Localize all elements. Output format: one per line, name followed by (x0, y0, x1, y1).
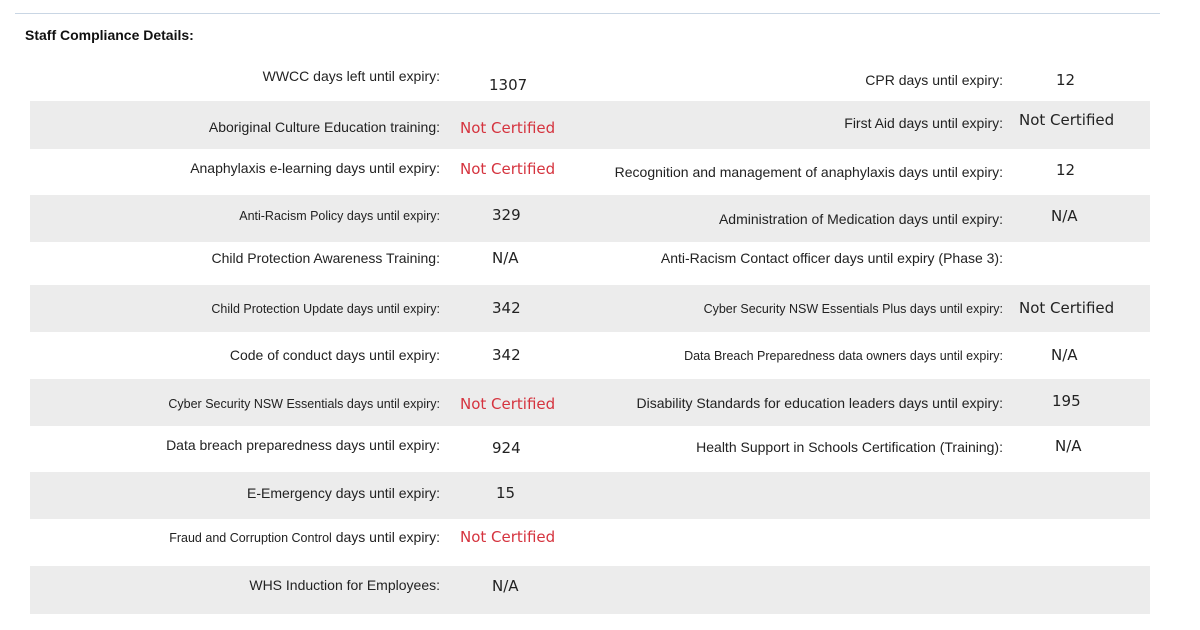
aboriginal-culture-label: Aboriginal Culture Education training: (208, 119, 440, 135)
table-row (30, 472, 1150, 519)
administration-medication-value: N/A (1051, 207, 1078, 225)
data-breach-preparedness-label: Data breach preparedness days until expiry: (166, 437, 440, 453)
compliance-table (30, 55, 1150, 614)
cyber-security-essentials-label: Cyber Security NSW Essentials days until expiry: (168, 397, 440, 411)
anaphylaxis-elearning-label: Anaphylaxis e-learning days until expiry: (190, 160, 440, 176)
code-of-conduct-label: Code of conduct days until expiry: (229, 347, 440, 363)
health-support-value: N/A (1055, 437, 1082, 455)
first-aid-value: Not Certified (1019, 111, 1115, 129)
fraud-corruption-value: Not Certified (460, 528, 556, 546)
fraud-corruption-label-small: Fraud and Corruption Control (169, 531, 332, 545)
aboriginal-culture-value: Not Certified (460, 119, 556, 137)
table-row (30, 55, 1150, 101)
table-row (30, 195, 1150, 242)
table-row (30, 379, 1150, 426)
administration-medication-label: Administration of Medication days until expiry: (718, 211, 1003, 227)
child-protection-update-label: Child Protection Update days until expiry: (211, 302, 440, 316)
disability-standards-value: 195 (1052, 392, 1081, 410)
whs-induction-label: WHS Induction for Employees: (249, 577, 440, 593)
disability-standards-label: Disability Standards for education leaders days until expiry: (636, 395, 1003, 411)
fraud-corruption-label (30, 529, 440, 546)
code-of-conduct-value: 342 (492, 346, 521, 364)
cpr-label: CPR days until expiry: (865, 72, 1003, 88)
data-breach-preparedness-value: 924 (492, 439, 521, 457)
child-protection-update-value: 342 (492, 299, 521, 317)
first-aid-label: First Aid days until expiry: (844, 115, 1003, 131)
anti-racism-contact-label: Anti-Racism Contact officer days until expiry (Phase 3): (660, 250, 1003, 266)
e-emergency-label: E-Emergency days until expiry: (247, 485, 440, 501)
top-divider (15, 13, 1160, 14)
section-title: Staff Compliance Details: (25, 27, 194, 43)
cyber-security-plus-value: Not Certified (1019, 299, 1115, 317)
table-row (30, 242, 1150, 285)
data-breach-owners-value: N/A (1051, 346, 1078, 364)
wwcc-label: WWCC days left until expiry: (262, 68, 440, 84)
table-row (30, 149, 1150, 195)
anaphylaxis-management-value: 12 (1056, 161, 1076, 179)
table-row (30, 519, 1150, 566)
e-emergency-value: 15 (496, 484, 516, 502)
health-support-label: Health Support in Schools Certification (Training): (696, 439, 1003, 455)
table-row (30, 426, 1150, 472)
table-row (30, 101, 1150, 149)
child-protection-awareness-label: Child Protection Awareness Training: (211, 250, 440, 266)
whs-induction-value: N/A (492, 577, 519, 595)
anaphylaxis-management-label: Recognition and management of anaphylaxis days until expiry: (614, 164, 1003, 180)
child-protection-awareness-value: N/A (492, 249, 519, 267)
anti-racism-policy-label: Anti-Racism Policy days until expiry: (239, 209, 440, 223)
cpr-value: 12 (1056, 71, 1076, 89)
anaphylaxis-elearning-value: Not Certified (460, 160, 556, 178)
wwcc-value: 1307 (489, 76, 528, 94)
cyber-security-plus-label: Cyber Security NSW Essentials Plus days until expiry: (703, 302, 1003, 316)
table-row (30, 332, 1150, 379)
data-breach-owners-label: Data Breach Preparedness data owners days until expiry: (684, 349, 1003, 363)
cyber-security-essentials-value: Not Certified (460, 395, 556, 413)
anti-racism-policy-value: 329 (492, 206, 521, 224)
table-row (30, 566, 1150, 614)
fraud-corruption-label-rest: days until expiry: (331, 529, 440, 545)
table-row (30, 285, 1150, 332)
